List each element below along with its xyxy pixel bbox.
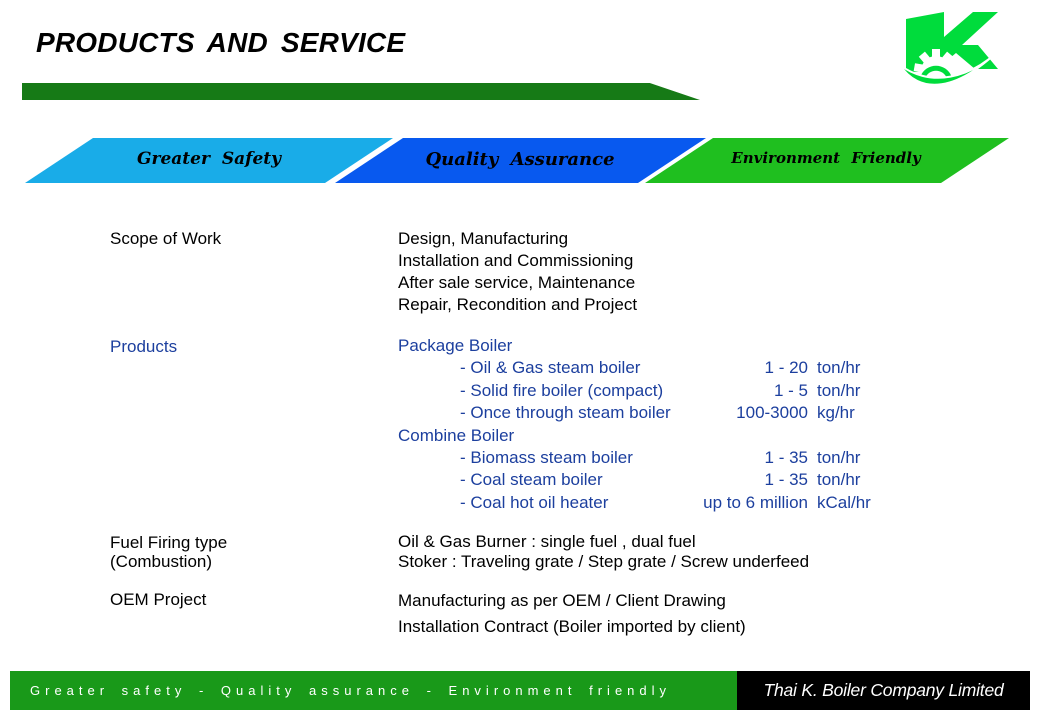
product-group-header: Combine Boiler xyxy=(398,425,515,445)
product-capacity-range: 1 - 5 xyxy=(773,380,808,400)
product-capacity-range: up to 6 million xyxy=(703,492,808,512)
product-capacity-range: 1 - 35 xyxy=(764,470,808,490)
page-title: PRODUCTS AND SERVICE xyxy=(36,27,406,58)
footer-tagline-bar xyxy=(10,671,737,710)
scope-line: After sale service, Maintenance xyxy=(398,273,636,292)
product-name: - Biomass steam boiler xyxy=(460,447,633,467)
fuel-firing-lines xyxy=(398,532,809,571)
scope-of-work-label: Scope of Work xyxy=(110,229,222,248)
product-name: - Coal steam boiler xyxy=(460,470,603,490)
product-capacity-unit: ton/hr xyxy=(817,470,861,490)
title-underline-bar xyxy=(22,83,700,100)
scope-line: Design, Manufacturing xyxy=(398,229,569,248)
products-list xyxy=(398,335,958,514)
product-capacity-unit: kg/hr xyxy=(817,403,855,423)
footer-tagline: Greater safety - Quality assurance - Environment friendly xyxy=(30,683,672,698)
product-item xyxy=(398,380,958,402)
scope-of-work-lines xyxy=(398,228,637,316)
scope-line: Installation and Commissioning xyxy=(398,251,634,270)
product-item xyxy=(398,447,958,469)
product-capacity-unit: ton/hr xyxy=(817,380,861,400)
fuel-line: Oil & Gas Burner : single fuel , dual fuel xyxy=(398,532,696,551)
fuel-line: Stoker : Traveling grate / Step grate / Screw underfeed xyxy=(398,551,810,571)
product-name: - Coal hot oil heater xyxy=(460,492,609,512)
company-logo-icon xyxy=(898,9,1013,94)
product-item xyxy=(398,357,958,379)
product-capacity-unit: ton/hr xyxy=(817,447,861,467)
footer-company-bar xyxy=(737,671,1030,710)
oem-line: Installation Contract (Boiler imported by client) xyxy=(398,617,746,636)
product-capacity-range: 100-3000 xyxy=(736,403,808,423)
product-item xyxy=(398,469,958,491)
footer-company-name: Thai K. Boiler Company Limited xyxy=(763,680,1004,700)
product-item xyxy=(398,402,958,424)
oem-project-label: OEM Project xyxy=(110,590,207,609)
product-group-header: Package Boiler xyxy=(398,336,513,355)
banner-label-environment-friendly: Environment Friendly xyxy=(731,149,921,167)
product-name: - Once through steam boiler xyxy=(460,403,671,423)
fuel-firing-label: Fuel Firing type (Combustion) xyxy=(110,533,228,571)
products-label: Products xyxy=(110,337,178,356)
product-name: - Solid fire boiler (compact) xyxy=(460,380,664,400)
oem-line: Manufacturing as per OEM / Client Drawing xyxy=(398,591,726,610)
product-capacity-range: 1 - 35 xyxy=(764,447,808,467)
product-capacity-unit: ton/hr xyxy=(817,358,861,378)
scope-line: Repair, Recondition and Project xyxy=(398,295,638,314)
banner-label-greater-safety: Greater Safety xyxy=(136,149,281,169)
product-capacity-unit: kCal/hr xyxy=(817,492,871,512)
product-capacity-range: 1 - 20 xyxy=(764,358,808,378)
oem-project-lines xyxy=(398,588,746,640)
product-name: - Oil & Gas steam boiler xyxy=(460,358,641,378)
product-item xyxy=(398,492,958,514)
banner-label-quality-assurance: Quality Assurance xyxy=(425,149,615,170)
